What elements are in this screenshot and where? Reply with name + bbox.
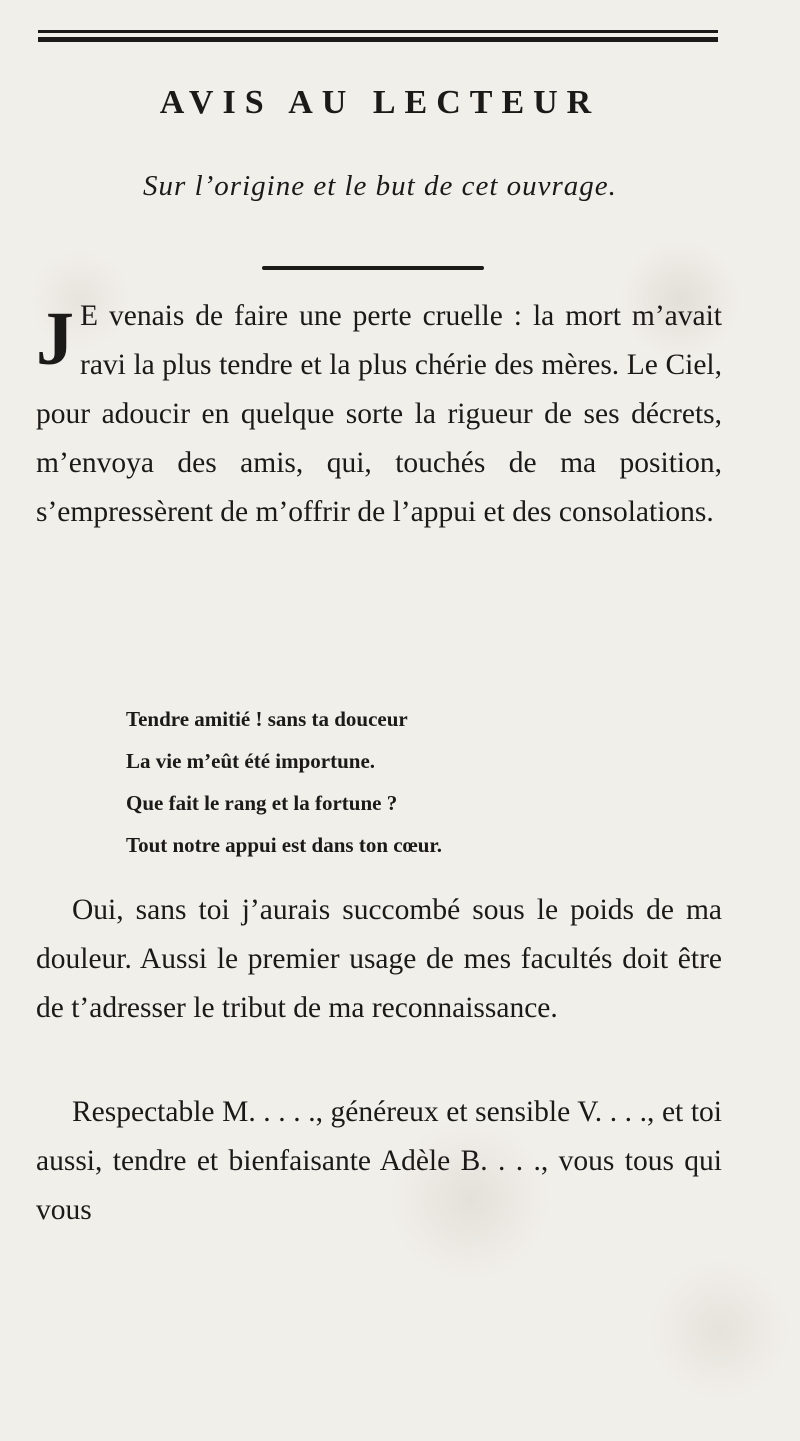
page-subtitle: Sur l’origine et le but de cet ouvrage. [143,170,617,202]
top-double-rule [38,30,718,42]
page-title: AVIS AU LECTEUR [159,84,601,121]
poem-line: Tendre amitié ! sans ta douceur [126,707,408,731]
poem-line: Que fait le rang et la fortune ? [126,791,398,815]
paragraph-2: Oui, sans toi j’aurais succombé sous le poids de ma douleur. Aussi le premier usage de mes facultés doit être de t’adresser le tribut de ma reconnaissance. [36,894,722,1024]
poem-line: La vie m’eût été importune. [126,749,376,773]
poem-stanza [126,698,626,866]
drop-cap: J [36,297,74,381]
paragraph-1 [36,292,722,537]
paragraph-3: Respectable M. . . . ., généreux et sensible V. . . ., et toi aussi, tendre et bienfaisante Adèle B. . . ., vous tous qui vous [36,1096,722,1226]
section-divider [262,266,484,270]
paragraph-1-text: E venais de faire une perte cruelle : la mort m’avait ravi la plus tendre et la plus chérie des mères. Le Ciel, pour adoucir en quelque sorte la rigueur de ses décrets, m’envoya des amis, qui, touchés de ma position, s’empressèrent de m’offrir de l’appui et des consolations. [36,300,722,528]
poem-line: Tout notre appui est dans ton cœur. [126,833,443,857]
